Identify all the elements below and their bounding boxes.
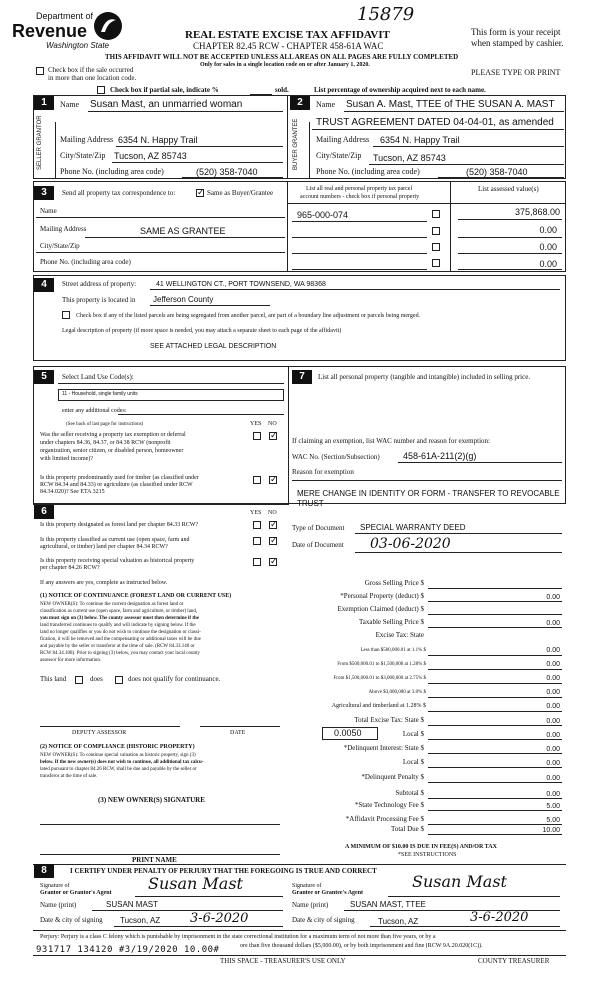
notice2-line: lated pursuant to chapter 84.26 RCW, shall be due and payable by the seller or bbox=[40, 767, 197, 772]
dept-line1: Department of bbox=[36, 11, 94, 21]
buyer-mailing-label: Mailing Address bbox=[316, 135, 370, 144]
tax-value[interactable]: 0.00 bbox=[546, 689, 560, 696]
segregated-checkbox[interactable] bbox=[62, 311, 70, 319]
seller-city-label: City/State/Zip bbox=[60, 151, 106, 160]
s6-q2-no-checkbox[interactable] bbox=[269, 537, 277, 545]
grantor-date-label: Date & city of signing bbox=[40, 916, 103, 924]
same-as-buyer-checkbox[interactable] bbox=[196, 189, 204, 197]
tax-label: Local $ bbox=[402, 758, 424, 766]
s3-mailing-label: Mailing Address bbox=[40, 225, 87, 233]
grantee-date-label: Date & city of signing bbox=[292, 916, 355, 924]
tax-label: *State Technology Fee $ bbox=[354, 801, 424, 809]
tax-label: Total Due $ bbox=[391, 825, 424, 833]
parcel-value[interactable]: 0.00 bbox=[539, 259, 557, 269]
grantor-signature[interactable]: Susan Mast bbox=[148, 874, 243, 893]
does-checkbox[interactable] bbox=[75, 676, 83, 684]
certify-statement: I CERTIFY UNDER PENALTY OF PERJURY THAT THE FOREGOING IS TRUE AND CORRECT bbox=[70, 867, 377, 875]
s6-q3-no-checkbox[interactable] bbox=[269, 558, 277, 566]
tax-value[interactable]: 0.00 bbox=[546, 791, 560, 798]
buyer-name-line2[interactable]: TRUST AGREEMENT DATED 04-04-01, as amended bbox=[316, 117, 554, 128]
section-7-number: 7 bbox=[292, 370, 312, 384]
grantor-city[interactable]: Tucson, AZ bbox=[120, 916, 161, 925]
notice2-line: below. If the new owner(s) does not wish to continue, all additional tax calcu- bbox=[40, 760, 204, 765]
s6-q1: Is this property designated as forest land per chapter 84.33 RCW? bbox=[40, 522, 199, 528]
buyer-name-label: Name bbox=[316, 100, 336, 109]
grantee-city[interactable]: Tucson, AZ bbox=[378, 917, 419, 926]
parcel-number[interactable]: 965-000-074 bbox=[297, 210, 349, 220]
legal-label: Legal description of property (if more space is needed, you may attach a separate sheet to each page of the affidavit) bbox=[62, 328, 342, 334]
s5-q2-line3: 84.34.020)? See ETA 3215 bbox=[40, 489, 105, 495]
s5-yes-header: YES bbox=[250, 421, 262, 427]
parcel-header-2: account numbers - check box if personal property bbox=[300, 194, 420, 200]
reason-line2[interactable]: TRUST bbox=[297, 499, 324, 508]
s6-q3-yes-checkbox[interactable] bbox=[253, 558, 261, 566]
section-2-number: 2 bbox=[290, 96, 310, 110]
personal-property-checkbox[interactable] bbox=[432, 243, 440, 251]
seller-city[interactable]: Tucson, AZ 85743 bbox=[114, 151, 187, 161]
grantee-sig-label-1: Signature of bbox=[292, 883, 322, 889]
notice1-line: land transferred continues to qualify and will indicate by signing below. If the bbox=[40, 623, 196, 628]
tax-label: Agricultural and timberland at 1.28% $ bbox=[331, 703, 426, 709]
wac-number[interactable]: 458-61A-211(2)(g) bbox=[403, 451, 477, 461]
treasurer-use: THIS SPACE - TREASURER'S USE ONLY bbox=[220, 957, 346, 965]
tax-label: Subtotal $ bbox=[395, 789, 424, 797]
buyer-phone-label: Phone No. (including area code) bbox=[316, 167, 420, 176]
seller-name-label: Name bbox=[60, 100, 80, 109]
form-chapter: CHAPTER 82.45 RCW - CHAPTER 458-61A WAC bbox=[193, 41, 384, 51]
s6-no-header: NO bbox=[268, 510, 277, 516]
land-use-label: Select Land Use Code(s): bbox=[62, 373, 134, 381]
handwritten-number: 15879 bbox=[357, 4, 415, 25]
new-owner-signature-label: (3) NEW OWNER(S) SIGNATURE bbox=[98, 796, 205, 804]
section-8-number: 8 bbox=[34, 864, 54, 878]
personal-property-checkbox[interactable] bbox=[432, 259, 440, 267]
seller-phone-label: Phone No. (including area code) bbox=[60, 167, 164, 176]
s6-yes-header: YES bbox=[250, 510, 262, 516]
tax-label: Local $ bbox=[402, 730, 424, 738]
doc-date-label: Date of Document bbox=[292, 541, 344, 549]
doc-type-label: Type of Document bbox=[292, 524, 345, 532]
parcel-value[interactable]: 0.00 bbox=[539, 225, 557, 235]
notice2-line: transferor at the time of sale. bbox=[40, 774, 98, 779]
tax-label: *Affidavit Processing Fee $ bbox=[345, 815, 424, 823]
dept-line3: Washington State bbox=[46, 41, 110, 50]
notice1-line: NEW OWNER(S): To continue the current designation as forest land or bbox=[40, 602, 184, 607]
personal-property-checkbox[interactable] bbox=[432, 210, 440, 218]
parcel-header-1: List all real and personal property tax parcel bbox=[306, 186, 413, 192]
tax-value[interactable]: 0.00 bbox=[546, 647, 560, 654]
notice2-line: NEW OWNER(S): To continue special valuation as historic property, sign (3) bbox=[40, 753, 196, 758]
s5-q2-line2: RCW 84.34 and 84.33) or agriculture (as classified under RCW bbox=[40, 482, 193, 488]
tax-value[interactable]: 0.00 bbox=[546, 746, 560, 753]
tax-value[interactable]: 0.00 bbox=[546, 703, 560, 710]
seller-mailing-label: Mailing Address bbox=[60, 135, 114, 144]
tax-label: From $1,500,000.01 to $3,000,000 at 2.75% $ bbox=[333, 676, 426, 681]
grantee-sig-label-2: Grantee or Grantee's Agent bbox=[292, 890, 364, 896]
receipt-stamp: 931717 134120 #3/19/2020 10.00# bbox=[36, 945, 220, 955]
tax-value[interactable]: 0.00 bbox=[546, 732, 560, 739]
reason-label: Reason for exemption bbox=[292, 468, 354, 476]
s6-q3-line2: per chapter 84.26 RCW? bbox=[40, 565, 100, 571]
notice1-line: classification as current use (open space, farm and agriculture, or timber) land, bbox=[40, 609, 198, 614]
seller-name[interactable]: Susan Mast, an unmarried woman bbox=[90, 99, 243, 110]
tax-value[interactable]: 0.00 bbox=[546, 620, 560, 627]
minimum-note: A MINIMUM OF $10.00 IS DUE IN FEE(S) AND/OR TAX bbox=[345, 844, 497, 850]
wac-label: WAC No. (Section/Subsection) bbox=[292, 453, 380, 461]
tax-value[interactable]: 0.00 bbox=[546, 661, 560, 668]
section-7-box bbox=[289, 366, 566, 504]
dept-line2: Revenue bbox=[12, 21, 88, 41]
buyer-name-line1[interactable]: Susan A. Mast, TTEE of THE SUSAN A. MAST bbox=[346, 99, 555, 110]
segregated-label: Check box if any of the listed parcels are being segregated from another parcel, are part of a boundary line adjustment or parcels being merged. bbox=[76, 313, 421, 319]
tax-value[interactable]: 0.00 bbox=[546, 718, 560, 725]
buyer-city[interactable]: Tucson, AZ 85743 bbox=[373, 153, 446, 163]
see-back-note: (See back of last page for instructions) bbox=[66, 422, 144, 427]
partial-sale-label: Check box if partial sale, indicate % bbox=[110, 86, 219, 94]
grantor-sig-label-2: Grantor or Grantor's Agent bbox=[40, 890, 112, 896]
section-1-number: 1 bbox=[34, 96, 54, 110]
s5-q1-line2: under chapters 84.36, 84.37, or 84.38 RCW (nonprofit bbox=[40, 440, 171, 446]
same-as-buyer-label: Same as Buyer/Grantee bbox=[207, 189, 274, 197]
s5-q1-line1: Was the seller receiving a property tax exemption or deferral bbox=[40, 432, 186, 438]
s6-q2-line2: agricultural, or timber) land per chapter 84.34 RCW? bbox=[40, 544, 168, 550]
deputy-assessor-label: DEPUTY ASSESSOR bbox=[72, 730, 127, 736]
s6-q2-line1: Is this property classified as current use (open space, farm and bbox=[40, 537, 190, 543]
s5-q2-no-checkbox[interactable] bbox=[269, 476, 277, 484]
s6-q2-yes-checkbox[interactable] bbox=[253, 537, 261, 545]
street-address[interactable]: 41 WELLINGTON CT., PORT TOWNSEND, WA 98368 bbox=[156, 281, 326, 288]
s3-city-label: City/State/Zip bbox=[40, 242, 80, 250]
partial-sale-checkbox[interactable] bbox=[97, 86, 105, 94]
s5-q2-line1: Is this property predominantly used for timber (as classified under bbox=[40, 475, 199, 481]
tax-value[interactable]: 0.00 bbox=[546, 594, 560, 601]
s3-phone-label: Phone No. (including area code) bbox=[40, 258, 131, 266]
s6-q1-no-checkbox[interactable] bbox=[269, 521, 277, 529]
grantee-date[interactable]: 3-6-2020 bbox=[470, 910, 529, 925]
buyer-mailing[interactable]: 6354 N. Happy Trail bbox=[380, 135, 460, 145]
date-label: DATE bbox=[230, 730, 246, 736]
tax-value[interactable]: 0.00 bbox=[546, 775, 560, 782]
grantor-name-label: Name (print) bbox=[40, 901, 77, 909]
grantor-print-name[interactable]: SUSAN MAST bbox=[106, 900, 159, 909]
section-6-number: 6 bbox=[34, 505, 54, 519]
located-label: This property is located in bbox=[62, 296, 136, 304]
notice1-line: land no longer qualifies or you do not wish to continue the designation or classi- bbox=[40, 630, 201, 635]
receipt-note-2: when stamped by cashier. bbox=[471, 38, 564, 48]
s5-no-header: NO bbox=[268, 421, 277, 427]
buyer-phone[interactable]: (520) 358-7040 bbox=[466, 167, 528, 177]
tax-label: Above $3,000,000 at 3.0% $ bbox=[368, 690, 426, 695]
street-label: Street address of property: bbox=[62, 280, 137, 288]
seller-side-label: SELLER GRANTOR bbox=[37, 115, 43, 170]
notice1-line: fication, it will be removed and the compensating or additional taxes will be due bbox=[40, 637, 201, 642]
does-not-checkbox[interactable] bbox=[115, 676, 123, 684]
does-label: does bbox=[90, 675, 103, 683]
if-yes-note: If any answers are yes, complete as instructed below. bbox=[40, 580, 168, 586]
receipt-note-1: This form is your receipt bbox=[471, 27, 561, 37]
tax-value[interactable]: 10.00 bbox=[542, 827, 560, 834]
notice1-line: you must sign on (3) below. The county assessor must then determine if the bbox=[40, 616, 199, 621]
grantee-print-name[interactable]: SUSAN MAST, TTEE bbox=[350, 900, 426, 909]
buyer-side-label: BUYER GRANTEE bbox=[293, 118, 299, 170]
multi-location-checkbox[interactable] bbox=[36, 67, 44, 75]
doc-type[interactable]: SPECIAL WARRANTY DEED bbox=[360, 523, 466, 532]
tax-label: From $500,000.01 to $1,500,000 at 1.28% $ bbox=[337, 662, 426, 667]
s5-q2-yes-checkbox[interactable] bbox=[253, 476, 261, 484]
multi-location-label-1: Check box if the sale occurred bbox=[48, 66, 134, 74]
notice1-line: and payable by the seller or transferor at the time of sale. (RCW 84.33.140 or bbox=[40, 644, 195, 649]
local-rate: 0.0050 bbox=[334, 728, 362, 738]
grantee-name-label: Name (print) bbox=[292, 901, 329, 909]
does-not-label: does not qualify for continuance. bbox=[128, 675, 221, 683]
tax-label: Less than $500,000.01 at 1.1% $ bbox=[360, 648, 426, 653]
s5-q1-line4: with limited income)? bbox=[40, 456, 93, 462]
assessed-header: List assessed value(s) bbox=[478, 185, 539, 193]
perjury-line1: Perjury: Perjury is a class C felony which is punishable by imprisonment in the state correctional institution for a maximum term of not more than five years, or by a bbox=[40, 934, 436, 940]
this-land-label: This land bbox=[40, 675, 67, 683]
tax-value[interactable]: 0.00 bbox=[546, 760, 560, 767]
personal-property-label: List all personal property (tangible and intangible) included in selling price. bbox=[318, 373, 531, 381]
notice1-title: (1) NOTICE OF CONTINUANCE (FOREST LAND OR CURRENT USE) bbox=[40, 593, 232, 599]
seller-phone[interactable]: (520) 358-7040 bbox=[196, 167, 258, 177]
section-5-number: 5 bbox=[34, 370, 54, 384]
ownership-label: List percentage of ownership acquired next to each name. bbox=[314, 86, 486, 94]
multi-location-label-2: in more than one location code. bbox=[48, 74, 137, 82]
personal-property-checkbox[interactable] bbox=[432, 227, 440, 235]
perjury-line2: ore than five thousand dollars ($5,000.00), or by both imprisonment and fine (RCW 9A.20.020(1C)). bbox=[240, 943, 483, 949]
section-4-number: 4 bbox=[34, 278, 54, 292]
sold-label: sold. bbox=[275, 86, 289, 94]
type-or-print: PLEASE TYPE OR PRINT bbox=[471, 68, 561, 77]
grantor-date[interactable]: 3-6-2020 bbox=[190, 911, 249, 926]
see-instructions: *SEE INSTRUCTIONS bbox=[398, 852, 457, 858]
grantor-sig-label-1: Signature of bbox=[40, 883, 70, 889]
seller-mailing[interactable]: 6354 N. Happy Trail bbox=[118, 135, 198, 145]
tax-label: Gross Selling Price $ bbox=[364, 579, 424, 587]
notice1-line: assessor for more information. bbox=[40, 658, 102, 663]
form-warning-sub: Only for sales in a single location code on or after January 1, 2020. bbox=[200, 62, 370, 68]
s5-q1-line3: organization, senior citizen, or disabled person, homeowner bbox=[40, 448, 184, 454]
section-3-number: 3 bbox=[34, 186, 54, 200]
parcel-value[interactable]: 0.00 bbox=[539, 242, 557, 252]
tax-label: *Delinquent Penalty $ bbox=[361, 773, 424, 781]
print-name-label: PRINT NAME bbox=[132, 856, 177, 864]
tax-value[interactable]: 5.00 bbox=[546, 803, 560, 810]
parcel-value[interactable]: 375,868.00 bbox=[514, 207, 560, 217]
tax-label: Total Excise Tax: State $ bbox=[354, 716, 424, 724]
land-use-value: 11 - Household, single family units bbox=[62, 391, 138, 397]
s5-q1-yes-checkbox[interactable] bbox=[253, 432, 261, 440]
county[interactable]: Jefferson County bbox=[153, 295, 214, 304]
legal-description[interactable]: SEE ATTACHED LEGAL DESCRIPTION bbox=[150, 343, 277, 350]
exemption-label: If claiming an exemption, list WAC number and reason for exemption: bbox=[292, 437, 490, 445]
notice1-line: RCW 84.34.108). Prior to signing (3) below, you may contact your local county bbox=[40, 651, 200, 656]
s5-q1-no-checkbox[interactable] bbox=[269, 432, 277, 440]
s3-mailing[interactable]: SAME AS GRANTEE bbox=[140, 226, 226, 236]
s3-name-label: Name bbox=[40, 207, 57, 215]
s6-q1-yes-checkbox[interactable] bbox=[253, 521, 261, 529]
buyer-city-label: City/State/Zip bbox=[316, 151, 362, 160]
send-correspondence-label: Send all property tax correspondence to: bbox=[62, 189, 176, 197]
tax-value[interactable]: 5.00 bbox=[546, 817, 560, 824]
revenue-logo-icon bbox=[92, 10, 124, 42]
reason-line1[interactable]: MERE CHANGE IN IDENTITY OR FORM - TRANSFER TO REVOCABLE bbox=[297, 489, 560, 498]
tax-label: *Delinquent Interest: State $ bbox=[343, 744, 424, 752]
tax-value[interactable]: 0.00 bbox=[546, 675, 560, 682]
s6-q3-line1: Is this property receiving special valuation as historical property bbox=[40, 558, 195, 564]
additional-codes-label: enter any additional codes: bbox=[62, 408, 127, 414]
form-warning: THIS AFFIDAVIT WILL NOT BE ACCEPTED UNLESS ALL AREAS ON ALL PAGES ARE FULLY COMPLETED bbox=[105, 53, 459, 61]
tax-label: *Personal Property (deduct) $ bbox=[340, 592, 424, 600]
doc-date[interactable]: 03-06-2020 bbox=[370, 536, 451, 552]
notice2-title: (2) NOTICE OF COMPLIANCE (HISTORIC PROPERTY) bbox=[40, 744, 195, 750]
tax-label: Taxable Selling Price $ bbox=[358, 618, 424, 626]
county-treasurer: COUNTY TREASURER bbox=[478, 957, 550, 965]
form-title: REAL ESTATE EXCISE TAX AFFIDAVIT bbox=[185, 29, 390, 41]
tax-label: Exemption Claimed (deduct) $ bbox=[337, 605, 424, 613]
grantee-signature[interactable]: Susan Mast bbox=[412, 872, 507, 891]
tax-label: Excise Tax: State bbox=[375, 631, 424, 639]
